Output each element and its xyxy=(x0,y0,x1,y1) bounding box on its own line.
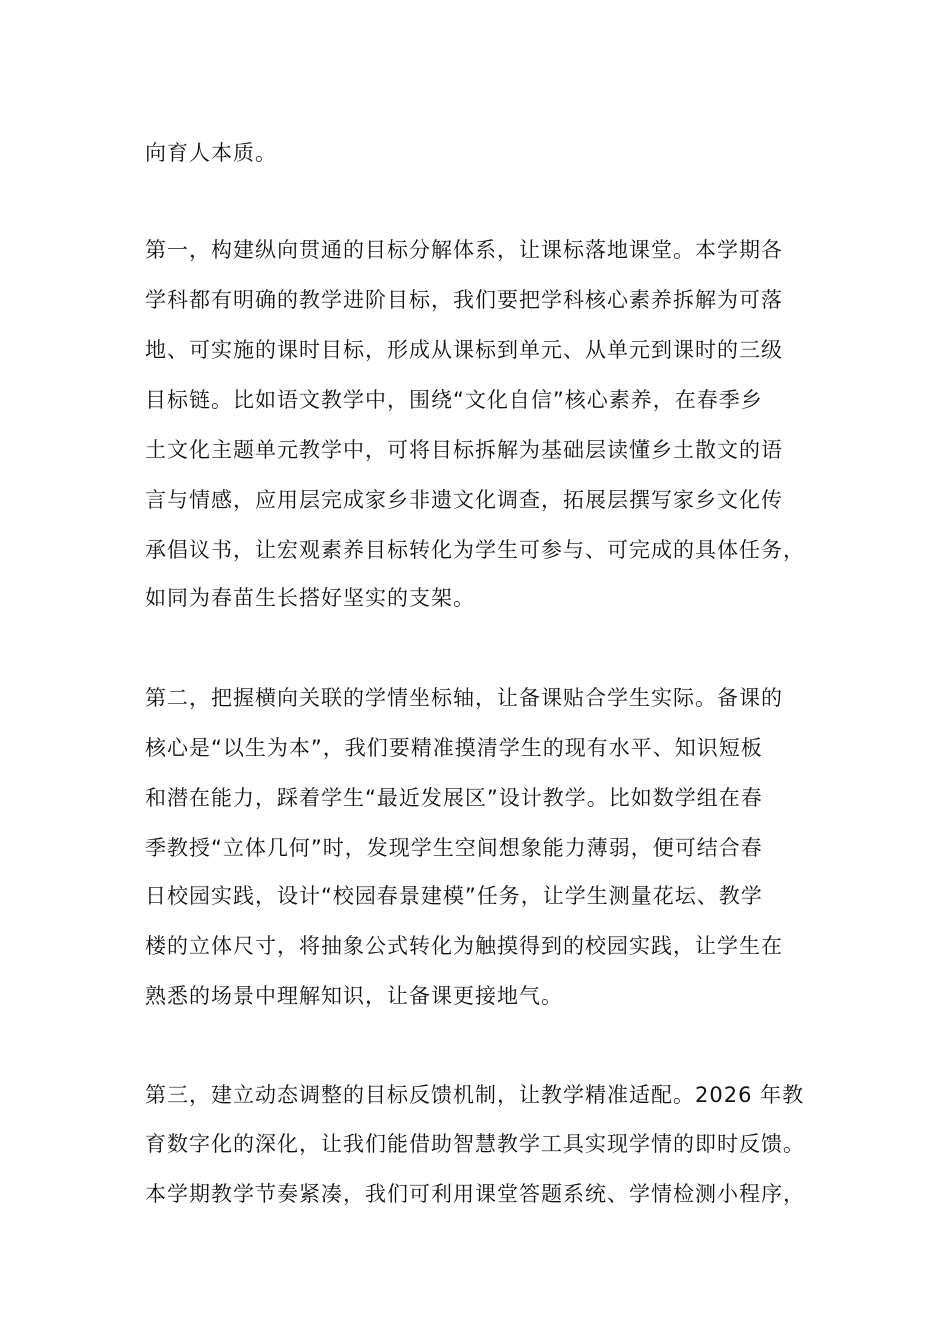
paragraph-line: 季教授“立体几何”时，发现学生空间想象能力薄弱，便可结合春 xyxy=(145,836,763,860)
paragraph-line: 目标链。比如语文教学中，围绕“文化自信”核心素养，在春季乡 xyxy=(145,388,763,412)
paragraph-line: 楼的立体尺寸，将抽象公式转化为触摸得到的校园实践，让学生在 xyxy=(145,934,783,958)
paragraph-line: 言与情感，应用层完成家乡非遗文化调查，拓展层撰写家乡文化传 xyxy=(145,488,783,512)
paragraph-line: 学科都有明确的教学进阶目标，我们要把学科核心素养拆解为可落 xyxy=(145,288,783,312)
paragraph-line: 承倡议书，让宏观素养目标转化为学生可参与、可完成的具体任务， xyxy=(145,538,805,562)
paragraph-line: 向育人本质。 xyxy=(145,141,277,165)
paragraph-line: 熟悉的场景中理解知识，让备课更接地气。 xyxy=(145,984,563,1008)
paragraph-line: 育数字化的深化，让我们能借助智慧教学工具实现学情的即时反馈。 xyxy=(145,1132,805,1156)
paragraph-line: 如同为春苗生长搭好坚实的支架。 xyxy=(145,586,475,610)
paragraph-line: 和潜在能力，踩着学生“最近发展区”设计教学。比如数学组在春 xyxy=(145,786,763,810)
paragraph-line: 第二，把握横向关联的学情坐标轴，让备课贴合学生实际。备课的 xyxy=(145,686,783,710)
paragraph-line: 日校园实践，设计“校园春景建模”任务，让学生测量花坛、教学 xyxy=(145,884,763,908)
paragraph-line: 本学期教学节奏紧凑，我们可利用课堂答题系统、学情检测小程序， xyxy=(145,1182,805,1206)
paragraph-line: 第三，建立动态调整的目标反馈机制，让教学精准适配。2026 年教 xyxy=(145,1083,805,1107)
paragraph-line: 第一，构建纵向贯通的目标分解体系，让课标落地课堂。本学期各 xyxy=(145,238,783,262)
paragraph-line: 地、可实施的课时目标，形成从课标到单元、从单元到课时的三级 xyxy=(145,338,783,362)
paragraph-line: 核心是“以生为本”，我们要精准摸清学生的现有水平、知识短板 xyxy=(145,736,763,760)
paragraph-line: 土文化主题单元教学中，可将目标拆解为基础层读懂乡土散文的语 xyxy=(145,438,783,462)
